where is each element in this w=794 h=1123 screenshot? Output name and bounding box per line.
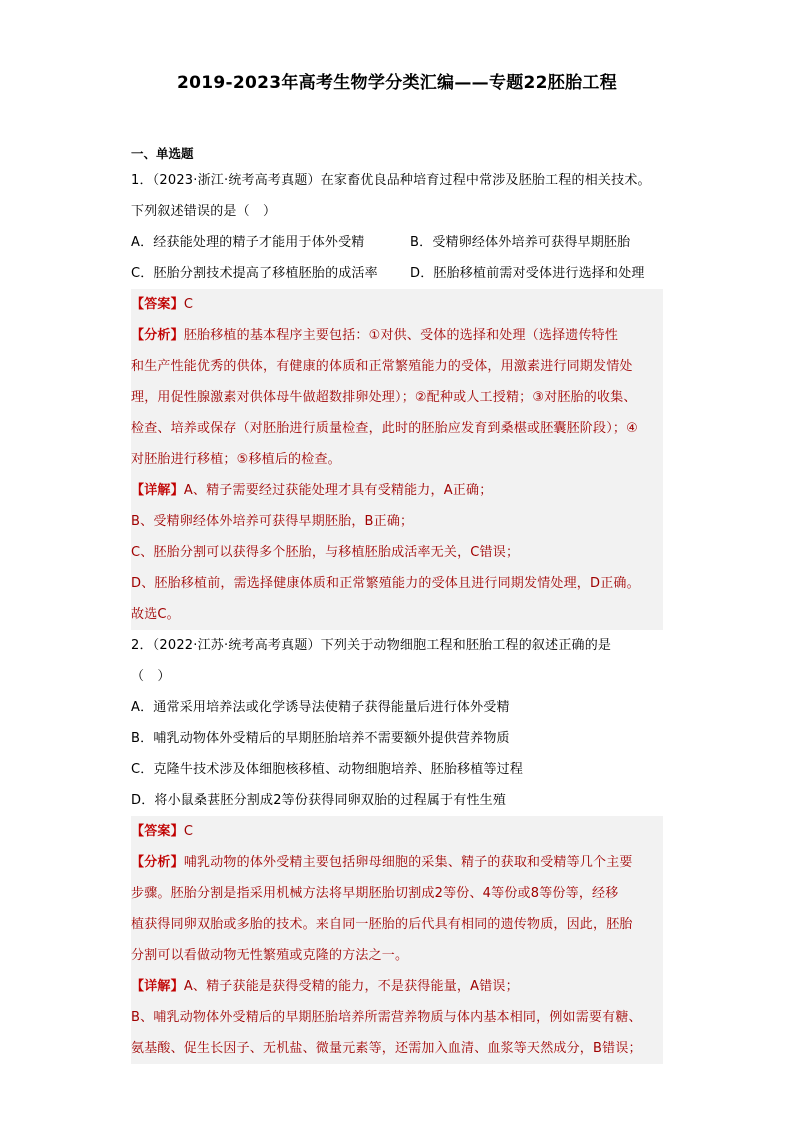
detail-tag: 【详解】 [131, 483, 184, 498]
answer-tag: 【答案】 [131, 824, 184, 839]
q1-detail-line-3: C、胚胎分割可以获得多个胚胎，与移植胚胎成活率无关，C错误； [131, 545, 520, 560]
document-body [131, 143, 663, 1064]
q2-stem-line-1: 2．（2022·江苏·统考高考真题）下列关于动物细胞工程和胚胎工程的叙述正确的是 [131, 638, 612, 653]
q1-options-row-2 [131, 258, 663, 289]
q2-solution-block [131, 816, 663, 1064]
analysis-text: 胚胎移植的基本程序主要包括：①对供、受体的选择和处理（选择遗传特性 [183, 328, 619, 343]
q2-option-c: C．克隆牛技术涉及体细胞核移植、动物细胞培养、胚胎移植等过程 [131, 762, 524, 777]
detail-tag: 【详解】 [131, 979, 184, 994]
q1-detail-line-4: D、胚胎移植前，需选择健康体质和正常繁殖能力的受体且进行同期发情处理，D正确。 [131, 576, 640, 591]
q2-analysis-line-1 [131, 847, 663, 878]
page-title: 2019-2023年高考生物学分类汇编——专题22胚胎工程 [176, 73, 618, 93]
q1-detail-line-5: 故选C。 [131, 607, 180, 622]
q2-detail-line-3: 氨基酸、促生长因子、无机盐、微量元素等，还需加入血清、血浆等天然成分，B错误； [131, 1041, 642, 1056]
q2-option-b: B．哺乳动物体外受精后的早期胚胎培养不需要额外提供营养物质 [131, 731, 510, 746]
q1-option-a: A．经获能处理的精子才能用于体外受精 [131, 235, 365, 250]
q2-analysis-line-2: 步骤。胚胎分割是指采用机械方法将早期胚胎切割成2等份、4等份或8等份等，经移 [131, 886, 619, 901]
q1-option-c: C．胚胎分割技术提高了移植胚胎的成活率 [131, 266, 378, 281]
q2-analysis-line-3: 植获得同卵双胎或多胎的技术。来自同一胚胎的后代具有相同的遗传物质，因此，胚胎 [131, 917, 633, 932]
q1-analysis-line-2: 和生产性能优秀的供体，有健康的体质和正常繁殖能力的受体，用激素进行同期发情处 [131, 359, 633, 374]
q2-option-a: A．通常采用培养法或化学诱导法使精子获得能量后进行体外受精 [131, 700, 510, 715]
q1-option-d: D．胚胎移植前需对受体进行选择和处理 [410, 266, 645, 281]
answer-value: C [183, 297, 194, 312]
q1-analysis-line-1 [131, 320, 663, 351]
q1-options-row-1 [131, 227, 663, 258]
q1-stem-line-1: 1．（2023·浙江·统考高考真题）在家畜优良品种培育过程中常涉及胚胎工程的相关技术。 [131, 173, 651, 188]
q2-option-d: D．将小鼠桑葚胚分割成2等份获得同卵双胎的过程属于有性生殖 [131, 793, 507, 808]
q1-detail-line-2: B、受精卵经体外培养可获得早期胚胎，B正确； [131, 514, 414, 529]
q1-detail-line-1 [131, 475, 663, 506]
q1-analysis-line-4: 检查、培养或保存（对胚胎进行质量检查，此时的胚胎应发育到桑椹或胚囊胚阶段）；④ [131, 421, 638, 436]
q2-stem-line-2: （ ） [131, 669, 171, 684]
q2-detail-line-2: B、哺乳动物体外受精后的早期胚胎培养所需营养物质与体内基本相同，例如需要有糖、 [131, 1010, 642, 1025]
detail-text: A、精子获能是获得受精的能力，不是获得能量，A错误； [183, 979, 519, 994]
detail-text: A、精子需要经过获能处理才具有受精能力，A正确； [183, 483, 493, 498]
q2-answer [131, 816, 663, 847]
analysis-text: 哺乳动物的体外受精主要包括卵母细胞的采集、精子的获取和受精等几个主要 [183, 855, 633, 870]
answer-tag: 【答案】 [131, 297, 184, 312]
q1-analysis-line-3: 理，用促性腺激素对供体母牛做超数排卵处理）；②配种或人工授精；③对胚胎的收集、 [131, 390, 637, 405]
section-heading: 一、单选题 [131, 146, 194, 161]
q1-option-b: B．受精卵经体外培养可获得早期胚胎 [410, 235, 631, 250]
q2-detail-line-1 [131, 971, 663, 1002]
q2-analysis-line-4: 分割可以看做动物无性繁殖或克隆的方法之一。 [131, 948, 409, 963]
analysis-tag: 【分析】 [131, 855, 184, 870]
q1-solution-block [131, 289, 663, 630]
analysis-tag: 【分析】 [131, 328, 184, 343]
answer-value: C [183, 824, 194, 839]
q1-answer [131, 289, 663, 320]
q1-analysis-line-5: 对胚胎进行移植；⑤移植后的检查。 [131, 452, 341, 467]
q1-stem-line-2: 下列叙述错误的是（ ） [131, 204, 277, 219]
